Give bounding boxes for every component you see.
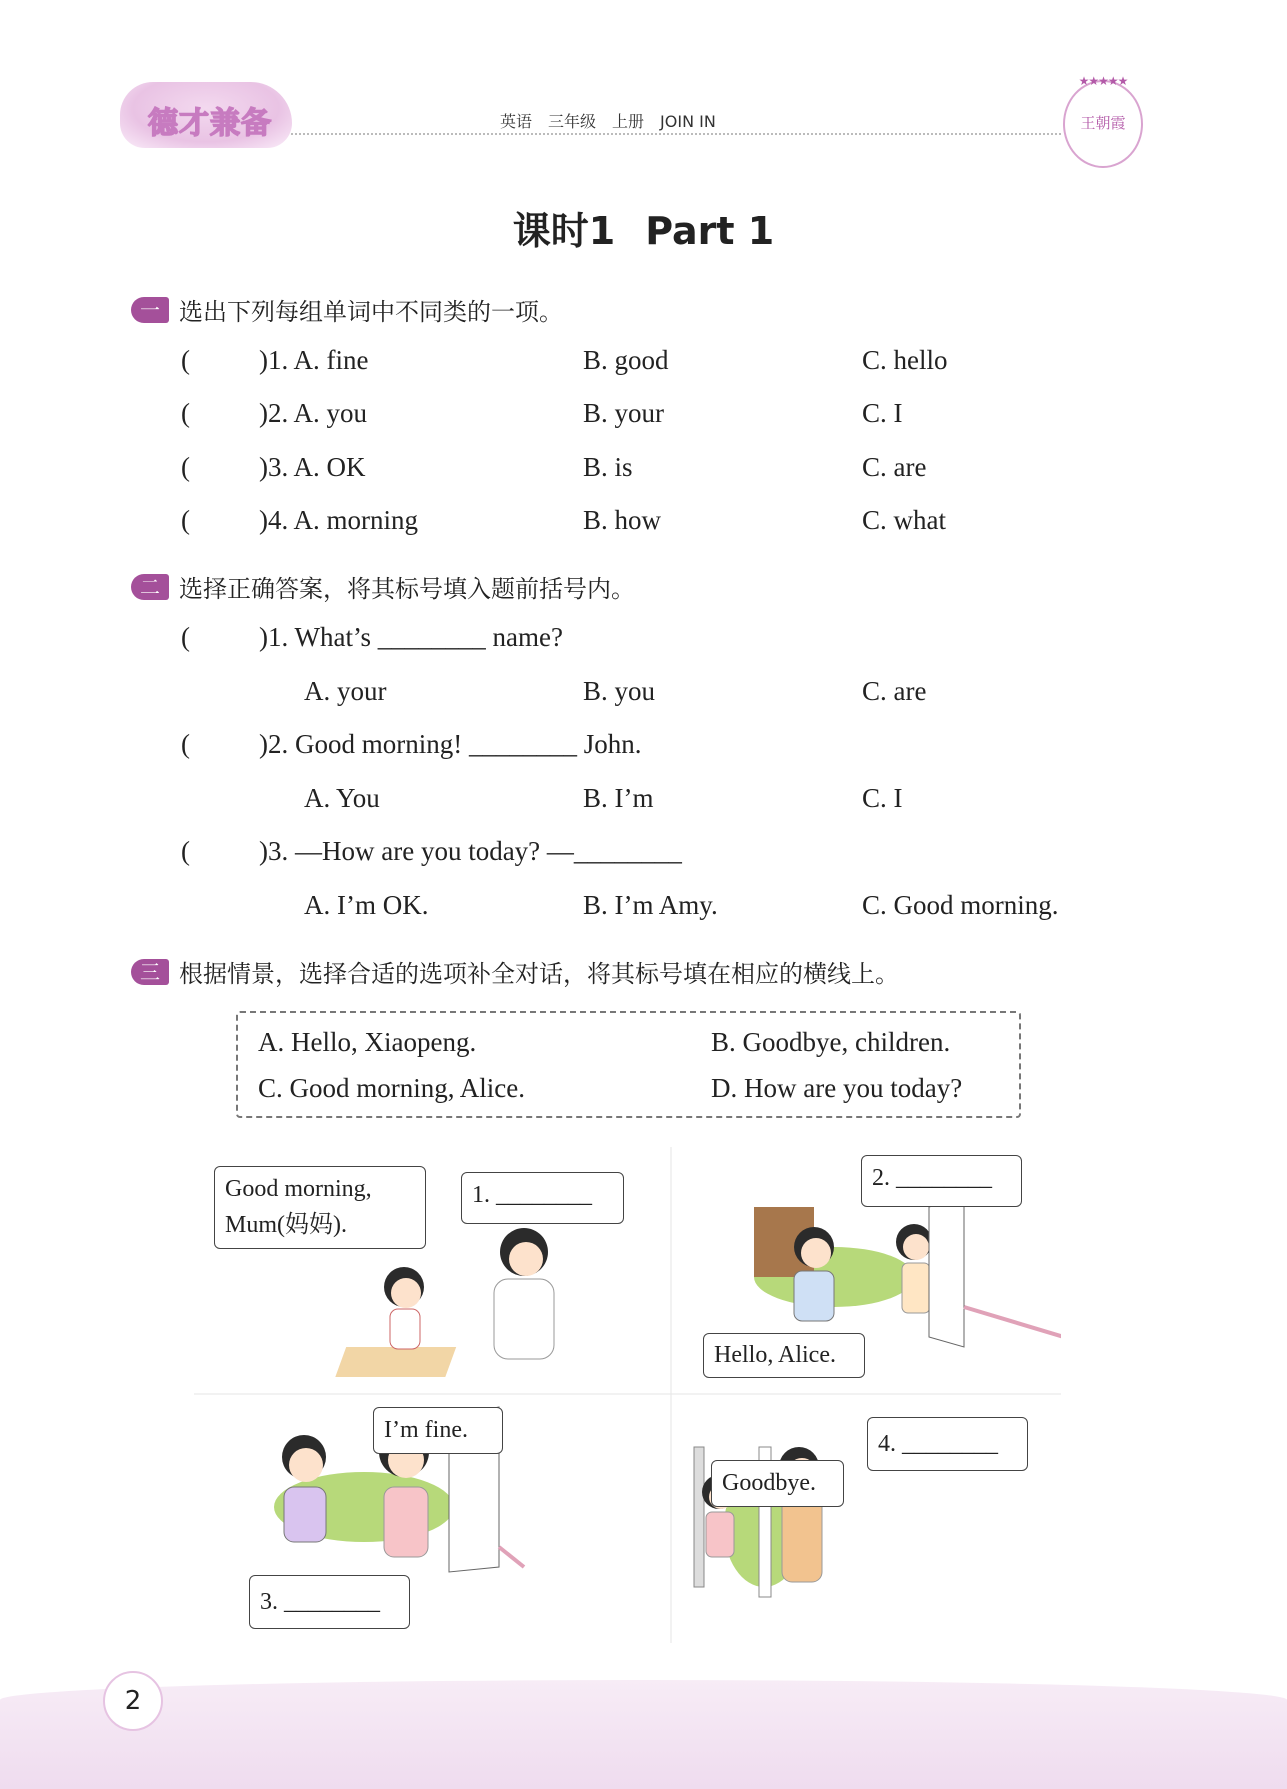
illustration-boy-at-door	[754, 1197, 1061, 1347]
option-b: B. I’m	[583, 783, 654, 813]
option-b: B. good	[583, 345, 669, 375]
option-c: C. Good morning.	[862, 890, 1059, 920]
question-1: )1. A. fine	[259, 345, 369, 375]
series-logo: 德才兼备	[120, 82, 292, 148]
question-1: )1. What’s ________ name?	[259, 622, 563, 652]
grade: 三年级	[548, 112, 597, 131]
option-c: C. Good morning, Alice.	[258, 1073, 525, 1103]
answer-bracket[interactable]: (	[181, 729, 190, 759]
option-c: C. I	[862, 783, 903, 813]
brand-seal: ★★★★★ 王朝霞	[1063, 80, 1143, 168]
volume: 上册	[612, 112, 645, 131]
edition: JOIN IN	[660, 112, 716, 131]
answer-bracket[interactable]: (	[181, 398, 190, 428]
option-b: B. your	[583, 398, 664, 428]
option-b: B. is	[583, 452, 633, 482]
option-a: A. Hello, Xiaopeng.	[258, 1027, 477, 1057]
answer-bubble-3[interactable]: 3. ________	[249, 1575, 410, 1629]
page-number: 2	[103, 1671, 163, 1731]
illustration-girl-and-mum	[335, 1228, 554, 1377]
option-d: D. How are you today?	[711, 1073, 963, 1103]
option-b: B. I’m Amy.	[583, 890, 718, 920]
question-3: )3. —How are you today? —________	[259, 836, 682, 866]
running-header	[500, 109, 732, 132]
option-b: B. Goodbye, children.	[711, 1027, 951, 1057]
page-title: 课时1 Part 1	[512, 209, 775, 253]
answer-bracket[interactable]: (	[181, 345, 190, 375]
speech-bubble-good-morning: Good morning, Mum(妈妈).	[214, 1166, 426, 1249]
question-2: )2. A. you	[259, 398, 367, 428]
option-c: C. hello	[862, 345, 948, 375]
option-b: B. how	[583, 505, 662, 535]
option-a: A. You	[304, 783, 380, 813]
footer-band	[0, 1680, 1287, 1789]
answer-bubble-1[interactable]: 1. ________	[461, 1172, 624, 1224]
option-c: C. are	[862, 452, 927, 482]
option-c: C. what	[862, 505, 946, 535]
options-box	[236, 1011, 1021, 1118]
speech-bubble-hello-alice: Hello, Alice.	[703, 1333, 865, 1378]
question-3: )3. A. OK	[259, 452, 366, 482]
answer-bracket[interactable]: (	[181, 505, 190, 535]
option-b: B. you	[583, 676, 656, 706]
option-c: C. are	[862, 676, 927, 706]
section-3-heading: 三 根据情景，选择合适的选项补全对话，将其标号填在相应的横线上。	[131, 954, 899, 989]
question-4: )4. A. morning	[259, 505, 418, 535]
question-2: )2. Good morning! ________ John.	[259, 729, 642, 759]
answer-bubble-4[interactable]: 4. ________	[867, 1417, 1028, 1471]
subject: 英语	[500, 112, 533, 131]
section-1-heading: 一 选出下列每组单词中不同类的一项。	[131, 292, 563, 327]
option-c: C. I	[862, 398, 903, 428]
answer-bracket[interactable]: (	[181, 452, 190, 482]
option-a: A. your	[304, 676, 387, 706]
answer-bracket[interactable]: (	[181, 836, 190, 866]
answer-bubble-2[interactable]: 2. ________	[861, 1155, 1022, 1207]
header-divider	[291, 133, 1061, 135]
option-a: A. I’m OK.	[304, 890, 429, 920]
answer-bracket[interactable]: (	[181, 622, 190, 652]
speech-bubble-goodbye: Goodbye.	[711, 1460, 844, 1507]
speech-bubble-im-fine: I’m fine.	[373, 1407, 503, 1454]
section-2-heading: 二 选择正确答案，将其标号填入题前括号内。	[131, 569, 635, 604]
